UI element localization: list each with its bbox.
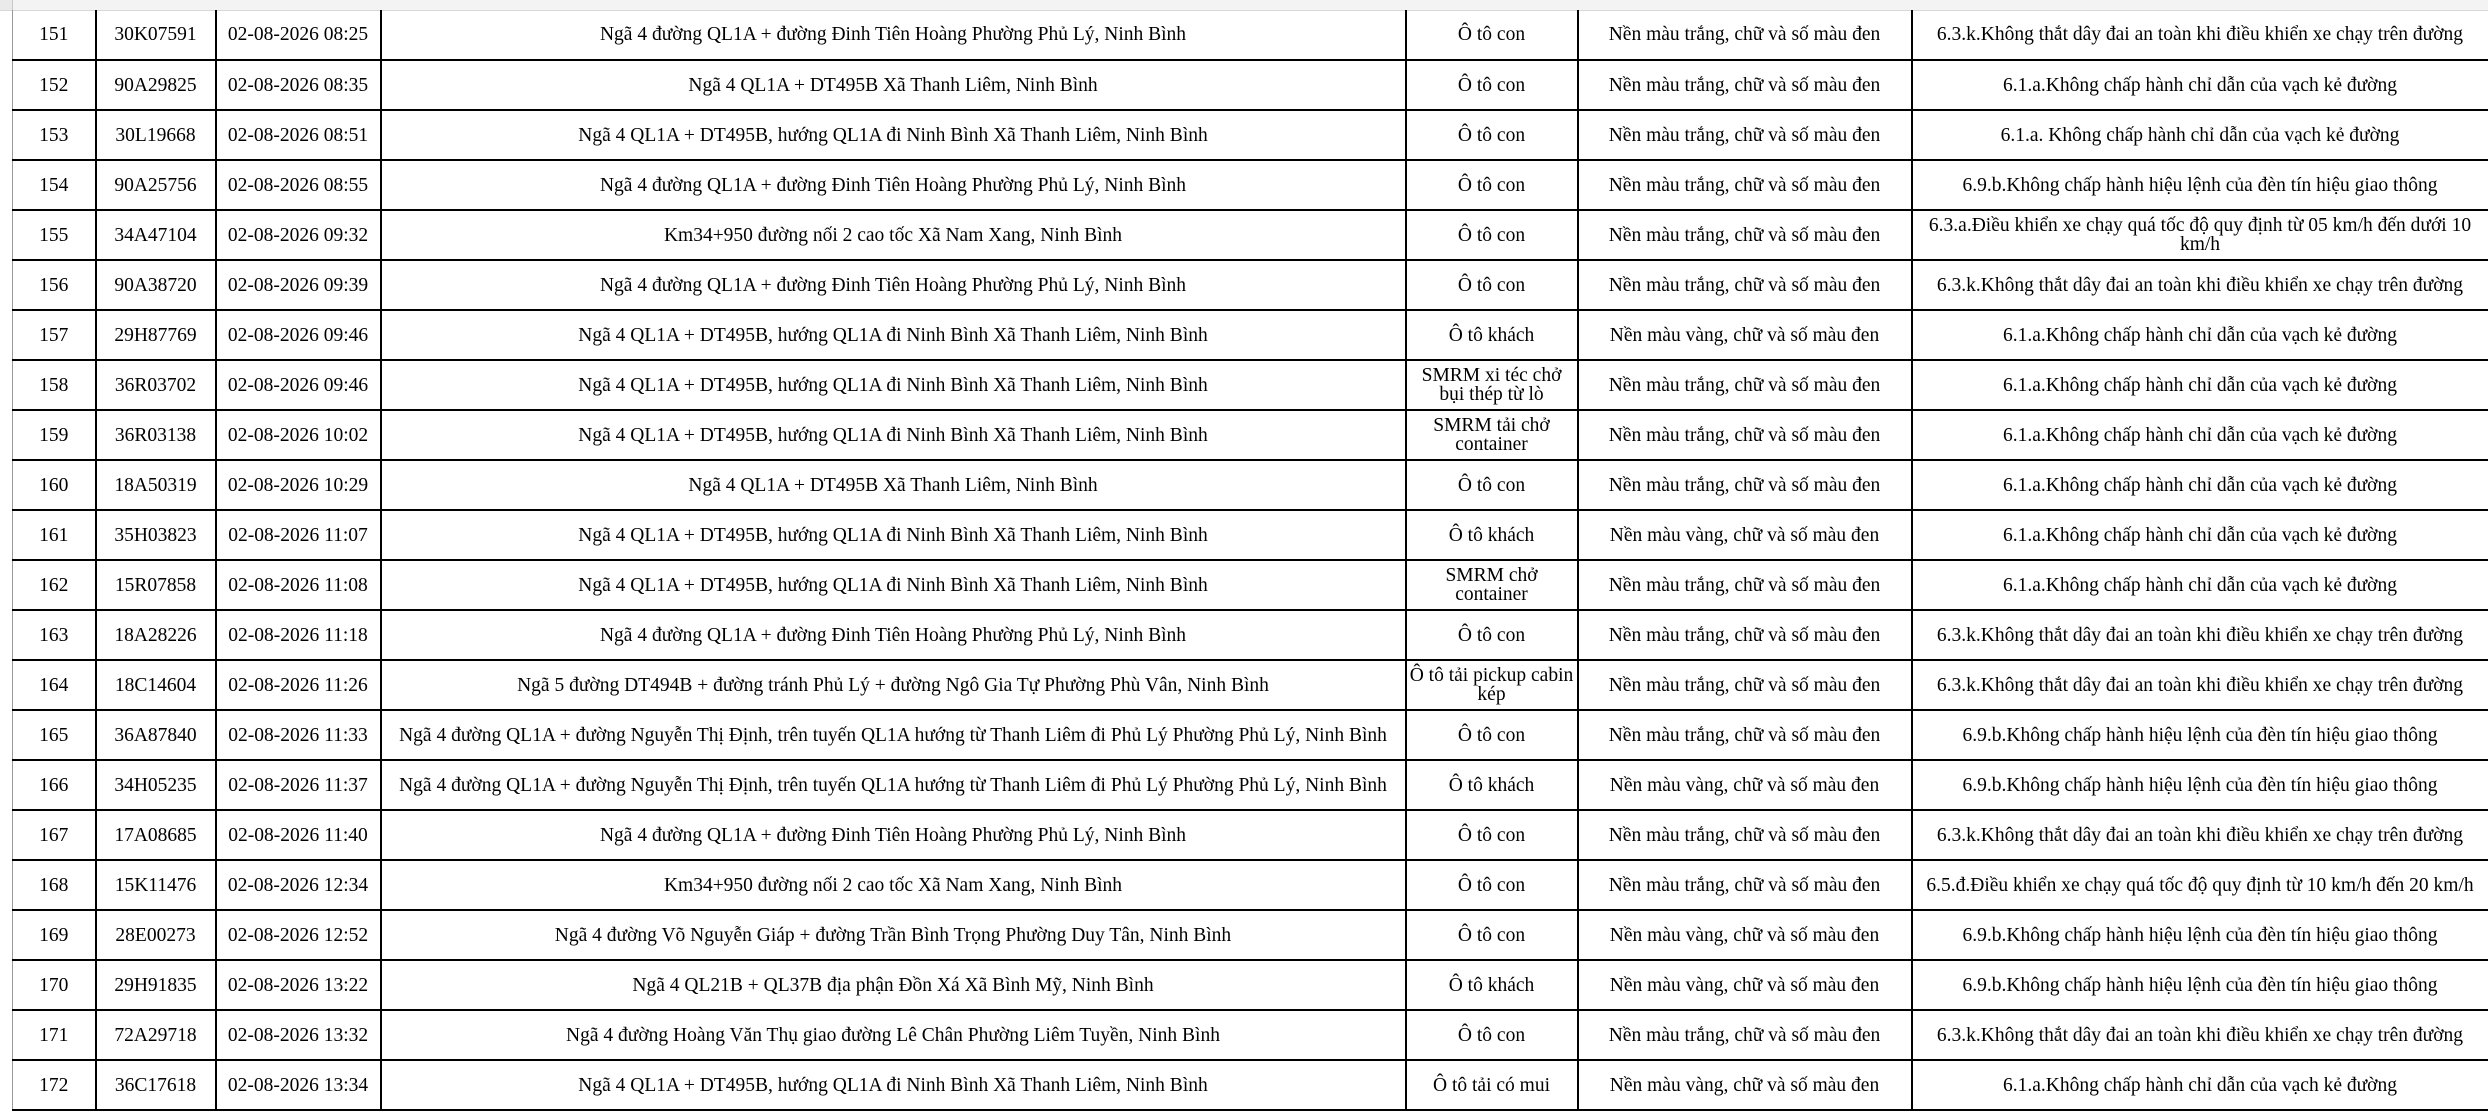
plate-color-cell[interactable]: Nền màu vàng, chữ và số màu đen [1578,510,1912,560]
vehicle-type-cell[interactable]: Ô tô khách [1406,760,1578,810]
vehicle-type-cell[interactable]: Ô tô con [1406,60,1578,110]
violation-cell[interactable]: 6.1.a.Không chấp hành chỉ dẫn của vạch kẻ đường [1912,360,2488,410]
row-number-cell[interactable]: 165 [13,710,96,760]
location-cell[interactable]: Ngã 4 QL1A + DT495B, hướng QL1A đi Ninh Bình Xã Thanh Liêm, Ninh Bình [381,560,1406,610]
row-number-cell[interactable]: 159 [13,410,96,460]
violation-time-cell[interactable]: 02-08-2026 11:07 [216,510,381,560]
violation-time-cell[interactable]: 02-08-2026 11:37 [216,760,381,810]
plate-color-cell[interactable]: Nền màu trắng, chữ và số màu đen [1578,210,1912,260]
row-number-cell[interactable]: 158 [13,360,96,410]
table-row [13,160,2488,210]
table-row [13,510,2488,560]
row-number-cell[interactable]: 171 [13,1010,96,1060]
violation-cell[interactable]: 6.1.a.Không chấp hành chỉ dẫn của vạch kẻ đường [1912,560,2488,610]
license-plate-cell[interactable]: 15R07858 [96,560,216,610]
row-number-cell[interactable]: 167 [13,810,96,860]
vehicle-type-cell[interactable]: SMRM xi téc chở bụi thép từ lò [1406,360,1578,410]
table-row [13,610,2488,660]
plate-color-cell[interactable]: Nền màu trắng, chữ và số màu đen [1578,610,1912,660]
license-plate-cell[interactable]: 17A08685 [96,810,216,860]
plate-color-cell[interactable]: Nền màu trắng, chữ và số màu đen [1578,660,1912,710]
violation-cell[interactable]: 6.1.a. Không chấp hành chỉ dẫn của vạch kẻ đường [1912,110,2488,160]
license-plate-cell[interactable]: 36R03138 [96,410,216,460]
table-row [13,960,2488,1010]
table-row [13,810,2488,860]
location-cell[interactable]: Ngã 4 đường QL1A + đường Nguyễn Thị Định, trên tuyến QL1A hướng từ Thanh Liêm đi Phủ Lý Phường Phủ Lý, Ninh Bình [381,710,1406,760]
table-row [13,710,2488,760]
location-cell[interactable]: Ngã 4 QL1A + DT495B Xã Thanh Liêm, Ninh Bình [381,60,1406,110]
violation-cell[interactable]: 6.3.a.Điều khiển xe chạy quá tốc độ quy định từ 05 km/h đến dưới 10 km/h [1912,210,2488,260]
table-row [13,860,2488,910]
table-row [13,360,2488,410]
location-cell[interactable]: Ngã 4 đường QL1A + đường Đinh Tiên Hoàng Phường Phủ Lý, Ninh Bình [381,610,1406,660]
table-row [13,660,2488,710]
violation-cell[interactable]: 6.1.a.Không chấp hành chỉ dẫn của vạch kẻ đường [1912,60,2488,110]
violation-time-cell[interactable]: 02-08-2026 11:18 [216,610,381,660]
violation-time-cell[interactable]: 02-08-2026 08:25 [216,10,381,60]
plate-color-cell[interactable]: Nền màu vàng, chữ và số màu đen [1578,910,1912,960]
vehicle-type-cell[interactable]: Ô tô con [1406,160,1578,210]
row-number-cell[interactable]: 163 [13,610,96,660]
violation-cell[interactable]: 6.9.b.Không chấp hành hiệu lệnh của đèn tín hiệu giao thông [1912,160,2488,210]
violation-time-cell[interactable]: 02-08-2026 13:22 [216,960,381,1010]
vehicle-type-cell[interactable]: Ô tô con [1406,260,1578,310]
row-number-cell[interactable]: 164 [13,660,96,710]
vehicle-type-cell[interactable]: Ô tô tải pickup cabin kép [1406,660,1578,710]
violation-time-cell[interactable]: 02-08-2026 10:02 [216,410,381,460]
violation-time-cell[interactable]: 02-08-2026 08:51 [216,110,381,160]
violation-time-cell[interactable]: 02-08-2026 13:34 [216,1060,381,1110]
violation-time-cell[interactable]: 02-08-2026 09:39 [216,260,381,310]
violation-time-cell[interactable]: 02-08-2026 08:35 [216,60,381,110]
license-plate-cell[interactable]: 18A50319 [96,460,216,510]
vehicle-type-cell[interactable]: Ô tô con [1406,460,1578,510]
vehicle-type-cell[interactable]: Ô tô con [1406,710,1578,760]
license-plate-cell[interactable]: 18C14604 [96,660,216,710]
violation-time-cell[interactable]: 02-08-2026 10:29 [216,460,381,510]
violation-cell[interactable]: 6.9.b.Không chấp hành hiệu lệnh của đèn tín hiệu giao thông [1912,910,2488,960]
plate-color-cell[interactable]: Nền màu trắng, chữ và số màu đen [1578,560,1912,610]
vehicle-type-cell[interactable]: Ô tô con [1406,10,1578,60]
violation-cell[interactable]: 6.1.a.Không chấp hành chỉ dẫn của vạch kẻ đường [1912,310,2488,360]
row-number-cell[interactable]: 153 [13,110,96,160]
location-cell[interactable]: Ngã 4 đường Võ Nguyễn Giáp + đường Trần Bình Trọng Phường Duy Tân, Ninh Bình [381,910,1406,960]
plate-color-cell[interactable]: Nền màu vàng, chữ và số màu đen [1578,760,1912,810]
license-plate-cell[interactable]: 90A38720 [96,260,216,310]
license-plate-cell[interactable]: 18A28226 [96,610,216,660]
location-cell[interactable]: Ngã 4 đường Hoàng Văn Thụ giao đường Lê Chân Phường Liêm Tuyền, Ninh Bình [381,1010,1406,1060]
vehicle-type-cell[interactable]: Ô tô tải có mui [1406,1060,1578,1110]
vehicle-type-cell[interactable]: Ô tô khách [1406,310,1578,360]
plate-color-cell[interactable]: Nền màu trắng, chữ và số màu đen [1578,60,1912,110]
license-plate-cell[interactable]: 36C17618 [96,1060,216,1110]
violation-time-cell[interactable]: 02-08-2026 09:46 [216,360,381,410]
violation-cell[interactable]: 6.5.đ.Điều khiển xe chạy quá tốc độ quy định từ 10 km/h đến 20 km/h [1912,860,2488,910]
violation-time-cell[interactable]: 02-08-2026 12:52 [216,910,381,960]
table-row [13,260,2488,310]
plate-color-cell[interactable]: Nền màu trắng, chữ và số màu đen [1578,160,1912,210]
location-cell[interactable]: Ngã 4 đường QL1A + đường Đinh Tiên Hoàng Phường Phủ Lý, Ninh Bình [381,160,1406,210]
table-row [13,560,2488,610]
violation-cell[interactable]: 6.1.a.Không chấp hành chỉ dẫn của vạch kẻ đường [1912,510,2488,560]
license-plate-cell[interactable]: 30L19668 [96,110,216,160]
plate-color-cell[interactable]: Nền màu vàng, chữ và số màu đen [1578,960,1912,1010]
license-plate-cell[interactable]: 35H03823 [96,510,216,560]
location-cell[interactable]: Ngã 4 QL1A + DT495B, hướng QL1A đi Ninh Bình Xã Thanh Liêm, Ninh Bình [381,310,1406,360]
plate-color-cell[interactable]: Nền màu trắng, chữ và số màu đen [1578,10,1912,60]
table-row [13,110,2488,160]
plate-color-cell[interactable]: Nền màu trắng, chữ và số màu đen [1578,410,1912,460]
license-plate-cell[interactable]: 29H87769 [96,310,216,360]
location-cell[interactable]: Ngã 4 QL1A + DT495B, hướng QL1A đi Ninh Bình Xã Thanh Liêm, Ninh Bình [381,510,1406,560]
vehicle-type-cell[interactable]: SMRM chở container [1406,560,1578,610]
plate-color-cell[interactable]: Nền màu trắng, chữ và số màu đen [1578,260,1912,310]
violation-cell[interactable]: 6.9.b.Không chấp hành hiệu lệnh của đèn tín hiệu giao thông [1912,760,2488,810]
plate-color-cell[interactable]: Nền màu vàng, chữ và số màu đen [1578,310,1912,360]
location-cell[interactable]: Ngã 4 QL1A + DT495B, hướng QL1A đi Ninh Bình Xã Thanh Liêm, Ninh Bình [381,110,1406,160]
violation-time-cell[interactable]: 02-08-2026 12:34 [216,860,381,910]
license-plate-cell[interactable]: 30K07591 [96,10,216,60]
vehicle-type-cell[interactable]: Ô tô con [1406,910,1578,960]
location-cell[interactable]: Km34+950 đường nối 2 cao tốc Xã Nam Xang, Ninh Bình [381,210,1406,260]
row-number-cell[interactable]: 152 [13,60,96,110]
location-cell[interactable]: Ngã 5 đường DT494B + đường tránh Phủ Lý + đường Ngô Gia Tự Phường Phù Vân, Ninh Bình [381,660,1406,710]
vehicle-type-cell[interactable]: Ô tô khách [1406,960,1578,1010]
plate-color-cell[interactable]: Nền màu trắng, chữ và số màu đen [1578,1010,1912,1060]
sheet-corner [0,0,13,10]
license-plate-cell[interactable]: 34A47104 [96,210,216,260]
violation-cell[interactable]: 6.3.k.Không thắt dây đai an toàn khi điều khiển xe chạy trên đường [1912,1010,2488,1060]
location-cell[interactable]: Ngã 4 QL1A + DT495B, hướng QL1A đi Ninh Bình Xã Thanh Liêm, Ninh Bình [381,360,1406,410]
row-number-cell[interactable]: 151 [13,10,96,60]
license-plate-cell[interactable]: 15K11476 [96,860,216,910]
table-row [13,910,2488,960]
row-number-cell[interactable]: 156 [13,260,96,310]
violation-time-cell[interactable]: 02-08-2026 11:33 [216,710,381,760]
row-number-cell[interactable]: 166 [13,760,96,810]
violation-cell[interactable]: 6.3.k.Không thắt dây đai an toàn khi điều khiển xe chạy trên đường [1912,810,2488,860]
vehicle-type-cell[interactable]: Ô tô con [1406,210,1578,260]
location-cell[interactable]: Km34+950 đường nối 2 cao tốc Xã Nam Xang, Ninh Bình [381,860,1406,910]
row-number-cell[interactable]: 170 [13,960,96,1010]
license-plate-cell[interactable]: 72A29718 [96,1010,216,1060]
plate-color-cell[interactable]: Nền màu trắng, chữ và số màu đen [1578,860,1912,910]
table-row [13,310,2488,360]
table-row [13,1010,2488,1060]
location-cell[interactable]: Ngã 4 đường QL1A + đường Nguyễn Thị Định, trên tuyến QL1A hướng từ Thanh Liêm đi Phủ Lý Phường Phủ Lý, Ninh Bình [381,760,1406,810]
violation-cell[interactable]: 6.3.k.Không thắt dây đai an toàn khi điều khiển xe chạy trên đường [1912,260,2488,310]
table-row [13,10,2488,60]
violation-cell[interactable]: 6.1.a.Không chấp hành chỉ dẫn của vạch kẻ đường [1912,1060,2488,1110]
plate-color-cell[interactable]: Nền màu trắng, chữ và số màu đen [1578,360,1912,410]
violations-table [12,10,2488,1111]
license-plate-cell[interactable]: 28E00273 [96,910,216,960]
license-plate-cell[interactable]: 29H91835 [96,960,216,1010]
location-cell[interactable]: Ngã 4 đường QL1A + đường Đinh Tiên Hoàng Phường Phủ Lý, Ninh Bình [381,10,1406,60]
location-cell[interactable]: Ngã 4 đường QL1A + đường Đinh Tiên Hoàng Phường Phủ Lý, Ninh Bình [381,260,1406,310]
violation-cell[interactable]: 6.3.k.Không thắt dây đai an toàn khi điều khiển xe chạy trên đường [1912,610,2488,660]
vehicle-type-cell[interactable]: Ô tô con [1406,110,1578,160]
row-number-cell[interactable]: 168 [13,860,96,910]
table-row [13,210,2488,260]
row-number-cell[interactable]: 172 [13,1060,96,1110]
table-row [13,410,2488,460]
row-number-cell[interactable]: 161 [13,510,96,560]
license-plate-cell[interactable]: 36R03702 [96,360,216,410]
violation-cell[interactable]: 6.1.a.Không chấp hành chỉ dẫn của vạch kẻ đường [1912,460,2488,510]
vehicle-type-cell[interactable]: Ô tô con [1406,610,1578,660]
vehicle-type-cell[interactable]: Ô tô con [1406,860,1578,910]
violation-time-cell[interactable]: 02-08-2026 11:26 [216,660,381,710]
table-row [13,60,2488,110]
violation-time-cell[interactable]: 02-08-2026 11:08 [216,560,381,610]
vehicle-type-cell[interactable]: Ô tô khách [1406,510,1578,560]
table-row [13,1060,2488,1110]
row-number-cell[interactable]: 154 [13,160,96,210]
location-cell[interactable]: Ngã 4 đường QL1A + đường Đinh Tiên Hoàng Phường Phủ Lý, Ninh Bình [381,810,1406,860]
table-row [13,460,2488,510]
plate-color-cell[interactable]: Nền màu trắng, chữ và số màu đen [1578,710,1912,760]
plate-color-cell[interactable]: Nền màu vàng, chữ và số màu đen [1578,1060,1912,1110]
row-number-cell[interactable]: 162 [13,560,96,610]
vehicle-type-cell[interactable]: SMRM tải chở container [1406,410,1578,460]
violation-time-cell[interactable]: 02-08-2026 13:32 [216,1010,381,1060]
violation-time-cell[interactable]: 02-08-2026 08:55 [216,160,381,210]
violation-time-cell[interactable]: 02-08-2026 11:40 [216,810,381,860]
location-cell[interactable]: Ngã 4 QL1A + DT495B, hướng QL1A đi Ninh Bình Xã Thanh Liêm, Ninh Bình [381,410,1406,460]
vehicle-type-cell[interactable]: Ô tô con [1406,810,1578,860]
location-cell[interactable]: Ngã 4 QL1A + DT495B, hướng QL1A đi Ninh Bình Xã Thanh Liêm, Ninh Bình [381,1060,1406,1110]
row-number-cell[interactable]: 169 [13,910,96,960]
plate-color-cell[interactable]: Nền màu trắng, chữ và số màu đen [1578,110,1912,160]
vehicle-type-cell[interactable]: Ô tô con [1406,1010,1578,1060]
violations-table-body [13,10,2488,1110]
violation-cell[interactable]: 6.3.k.Không thắt dây đai an toàn khi điều khiển xe chạy trên đường [1912,10,2488,60]
location-cell[interactable]: Ngã 4 QL1A + DT495B Xã Thanh Liêm, Ninh Bình [381,460,1406,510]
license-plate-cell[interactable]: 90A29825 [96,60,216,110]
row-number-cell[interactable]: 157 [13,310,96,360]
table-row [13,760,2488,810]
plate-color-cell[interactable]: Nền màu trắng, chữ và số màu đen [1578,460,1912,510]
license-plate-cell[interactable]: 90A25756 [96,160,216,210]
violation-cell[interactable]: 6.1.a.Không chấp hành chỉ dẫn của vạch kẻ đường [1912,410,2488,460]
row-number-cell[interactable]: 160 [13,460,96,510]
violation-cell[interactable]: 6.3.k.Không thắt dây đai an toàn khi điều khiển xe chạy trên đường [1912,660,2488,710]
violation-cell[interactable]: 6.9.b.Không chấp hành hiệu lệnh của đèn tín hiệu giao thông [1912,710,2488,760]
location-cell[interactable]: Ngã 4 QL21B + QL37B địa phận Đồn Xá Xã Bình Mỹ, Ninh Bình [381,960,1406,1010]
violation-time-cell[interactable]: 02-08-2026 09:46 [216,310,381,360]
plate-color-cell[interactable]: Nền màu trắng, chữ và số màu đen [1578,810,1912,860]
license-plate-cell[interactable]: 34H05235 [96,760,216,810]
violation-cell[interactable]: 6.9.b.Không chấp hành hiệu lệnh của đèn tín hiệu giao thông [1912,960,2488,1010]
violation-time-cell[interactable]: 02-08-2026 09:32 [216,210,381,260]
license-plate-cell[interactable]: 36A87840 [96,710,216,760]
row-number-cell[interactable]: 155 [13,210,96,260]
